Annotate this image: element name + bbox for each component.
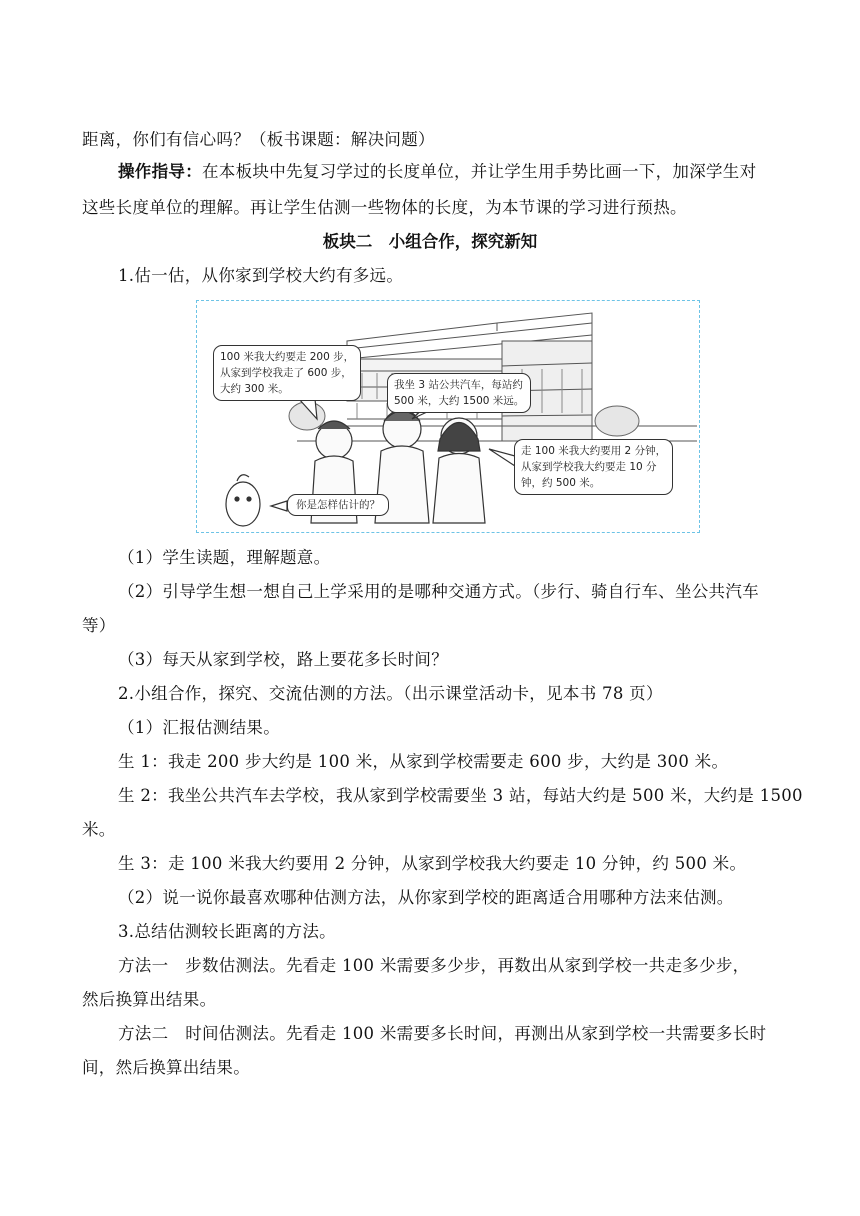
bubble-middle-line: 500 米，大约 1500 米远。 — [394, 395, 525, 407]
report-2: （2）说一说你最喜欢哪种估测方法，从你家到学校的距离适合用哪种方法来估测。 — [118, 888, 734, 907]
report-1: （1）汇报估测结果。 — [118, 718, 280, 737]
guide-text: 在本板块中先复习学过的长度单位，并让学生用手势比画一下，加深学生对 — [202, 162, 757, 181]
question-3: 3.总结估测较长距离的方法。 — [118, 922, 336, 941]
section-heading: 板块二 小组合作，探究新知 — [322, 232, 538, 251]
step-2-cont: 等） — [82, 616, 116, 635]
illustration-figure — [196, 300, 700, 533]
bubble-right-line: 从家到学校我大约要走 10 分 — [521, 461, 657, 473]
question-2: 2.小组合作，探究、交流估测的方法。（出示课堂活动卡，见本书 78 页） — [118, 684, 663, 703]
step-3: （3）每天从家到学校，路上要花多长时间？ — [118, 650, 448, 669]
speech-bubble-middle — [387, 373, 531, 413]
intro-line: 距离，你们有信心吗？（板书课题：解决问题） — [82, 130, 435, 149]
bubble-right-line: 走 100 米我大约要用 2 分钟， — [521, 445, 667, 457]
student-2: 生 2：我坐公共汽车去学校，我从家到学校需要坐 3 站，每站大约是 500 米，大约是 1500 — [118, 786, 803, 805]
method-2: 方法二 时间估测法。先看走 100 米需要多长时间，再测出从家到学校一共需要多长时 — [118, 1024, 767, 1043]
operation-guide — [118, 160, 818, 184]
method-1-cont: 然后换算出结果。 — [82, 990, 217, 1009]
method-1: 方法一 步数估测法。先看走 100 米需要多少步，再数出从家到学校一共走多少步， — [118, 956, 750, 975]
bubble-middle-line: 我坐 3 站公共汽车，每站约 — [394, 379, 523, 391]
step-2: （2）引导学生想一想自己上学采用的是哪种交通方式。（步行、骑自行车、坐公共汽车 — [118, 582, 759, 601]
student-1: 生 1：我走 200 步大约是 100 米，从家到学校需要走 600 步，大约是 300 米。 — [118, 752, 729, 771]
question-1: 1.估一估，从你家到学校大约有多远。 — [118, 266, 404, 285]
bubble-left-line: 大约 300 米。 — [220, 383, 289, 395]
bubble-question-text: 你是怎样估计的？ — [296, 499, 380, 511]
speech-bubble-right — [514, 439, 673, 495]
speech-bubble-left — [213, 345, 361, 401]
method-2-cont: 间，然后换算出结果。 — [82, 1058, 250, 1077]
student-2-cont: 米。 — [82, 820, 116, 839]
speech-bubble-question — [287, 494, 389, 516]
student-3: 生 3：走 100 米我大约要用 2 分钟，从家到学校我大约要走 10 分钟，约 500 米。 — [118, 854, 747, 873]
bubble-right-line: 钟，约 500 米。 — [521, 477, 601, 489]
guide-text-cont: 这些长度单位的理解。再让学生估测一些物体的长度，为本节课的学习进行预热。 — [82, 198, 687, 217]
bubble-left-line: 从家到学校我走了 600 步， — [220, 367, 352, 379]
step-1: （1）学生读题，理解题意。 — [118, 548, 331, 567]
bubble-left-line: 100 米我大约要走 200 步， — [220, 351, 355, 363]
guide-label: 操作指导： — [118, 162, 202, 181]
school-scene-drawing — [197, 301, 700, 533]
